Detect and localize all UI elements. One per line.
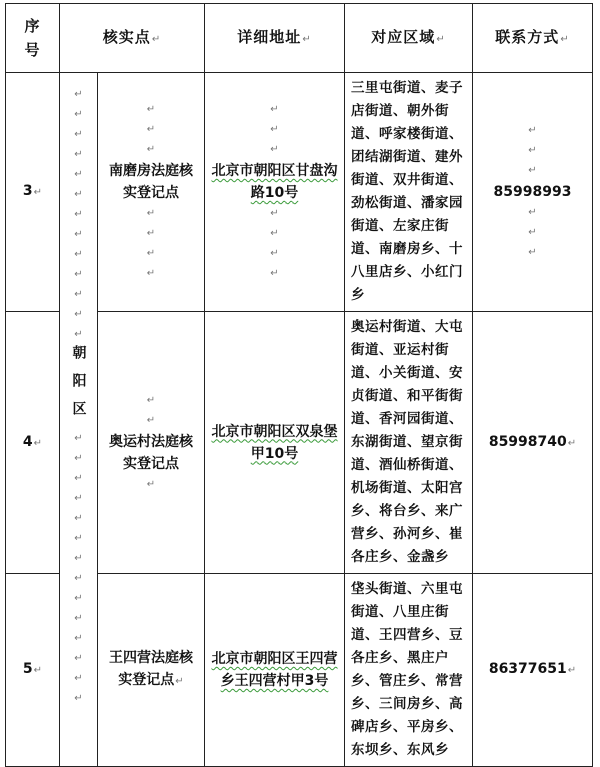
header-contact: 联系方式↵	[473, 4, 593, 73]
region-cell: 垡头街道、六里屯街道、八里庄街道、王四营乡、豆各庄乡、黑庄户乡、管庄乡、常营乡、三间房乡、高碑店乡、平房乡、东坝乡、东风乡	[345, 574, 473, 767]
header-index: 序号	[6, 4, 60, 73]
header-check-point: 核实点↵	[60, 4, 205, 73]
address-cell: 北京市朝阳区双泉堡甲10号	[205, 312, 345, 574]
address-cell: ↵ ↵ ↵ 北京市朝阳区甘盘沟路10号 ↵ ↵ ↵ ↵	[205, 73, 345, 312]
phone-cell: 85998740↵	[473, 312, 593, 574]
check-point-cell: 王四营法庭核实登记点↵	[98, 574, 205, 767]
row-index: 4↵	[6, 312, 60, 574]
header-region: 对应区域↵	[345, 4, 473, 73]
address-cell: 北京市朝阳区王四营乡王四营村甲3号	[205, 574, 345, 767]
table-row	[6, 73, 593, 312]
header-row	[6, 4, 593, 73]
check-point-cell: ↵ ↵ 奥运村法庭核实登记点 ↵	[98, 312, 205, 574]
header-address: 详细地址↵	[205, 4, 345, 73]
phone-cell: 86377651↵	[473, 574, 593, 767]
check-point-cell: ↵ ↵ ↵ 南磨房法庭核实登记点 ↵ ↵ ↵ ↵	[98, 73, 205, 312]
district-label: 朝阳区	[70, 345, 87, 429]
row-index: 5↵	[6, 574, 60, 767]
region-cell: 奥运村街道、大屯街道、亚运村街道、小关街道、安贞街道、和平街街道、香河园街道、东湖街道、望京街道、酒仙桥街道、机场街道、太阳宫乡、将台乡、来广营乡、孙河乡、崔各庄乡、金盏乡	[345, 312, 473, 574]
district-cell: ↵ ↵ ↵ ↵ ↵ ↵ ↵ ↵ ↵ ↵ ↵ ↵ ↵ 朝阳区 ↵ ↵ ↵ ↵ ↵ ↵ ↵ ↵ ↵ ↵ ↵ ↵ ↵ ↵	[60, 73, 98, 767]
row-index: 3↵	[6, 73, 60, 312]
court-checkpoint-table	[5, 3, 593, 767]
phone-cell: ↵ ↵ ↵ 85998993 ↵ ↵ ↵	[473, 73, 593, 312]
region-cell: 三里屯街道、麦子店街道、朝外街道、呼家楼街道、团结湖街道、建外街道、双井街道、劲松街道、潘家园街道、左家庄街道、南磨房乡、十八里店乡、小红门乡	[345, 73, 473, 312]
